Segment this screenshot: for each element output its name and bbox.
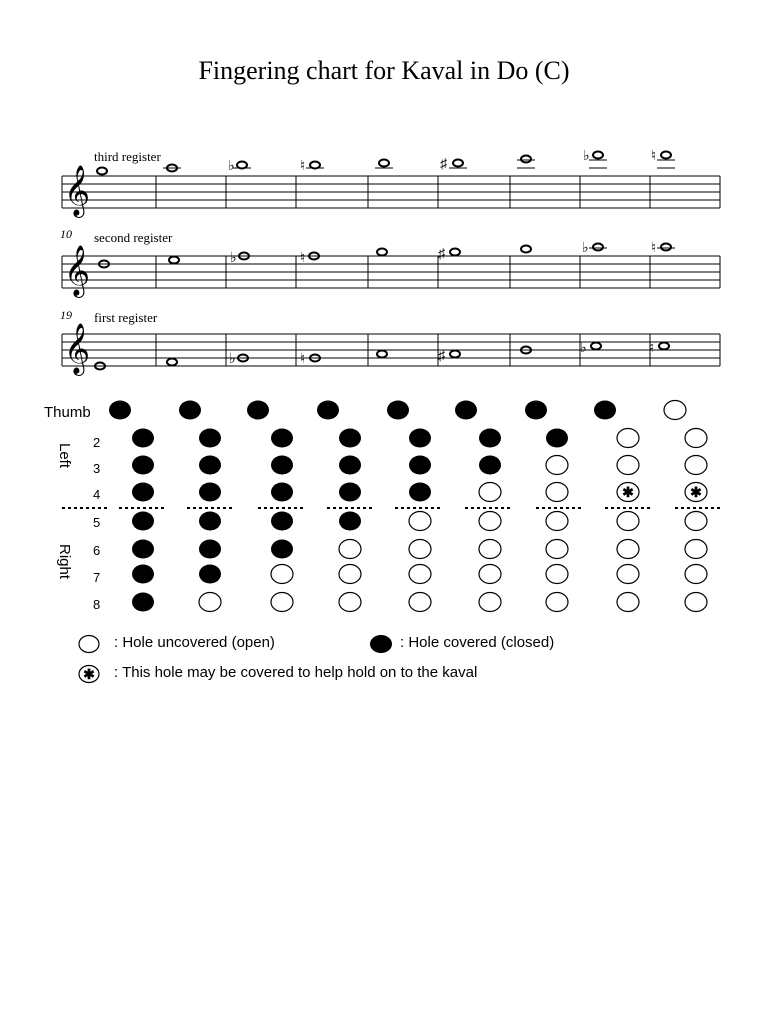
thumb-closed-note-2 xyxy=(179,401,201,420)
fingering-holes xyxy=(109,401,707,612)
hole-2-open-note-9 xyxy=(685,429,707,448)
hole-4-closed-note-4 xyxy=(339,483,361,502)
staff-second-register xyxy=(60,227,720,298)
hole-number-2: 2 xyxy=(93,435,101,450)
hole-3-closed-note-4 xyxy=(339,456,361,475)
hole-2-closed-note-1 xyxy=(132,429,154,448)
legend-open: : Hole uncovered (open) xyxy=(114,634,275,651)
hole-6-open-note-7 xyxy=(546,540,568,559)
sharp-icon: ♯ xyxy=(438,349,445,364)
natural-icon: ♮ xyxy=(649,341,655,356)
hole-number-3: 3 xyxy=(93,461,101,476)
legend-closed: : Hole covered (closed) xyxy=(400,634,555,651)
treble-clef-icon: 𝄞 xyxy=(64,166,91,215)
sharp-icon: ♯ xyxy=(440,157,447,172)
natural-icon: ♮ xyxy=(651,149,657,164)
hole-2-open-note-8 xyxy=(617,429,639,448)
hole-number-5: 5 xyxy=(93,515,101,530)
hole-3-closed-note-6 xyxy=(479,456,501,475)
hole-6-open-note-4 xyxy=(339,540,361,559)
hole-2-closed-note-6 xyxy=(479,429,501,448)
hole-8-open-note-9 xyxy=(685,593,707,612)
register-label: second register xyxy=(94,230,173,245)
flat-icon: ♭ xyxy=(229,352,236,367)
hole-8-open-note-4 xyxy=(339,593,361,612)
hole-5-closed-note-1 xyxy=(132,512,154,531)
asterisk-icon: ✱ xyxy=(622,484,634,500)
hole-2-closed-note-7 xyxy=(546,429,568,448)
hole-2-closed-note-5 xyxy=(409,429,431,448)
hole-8-closed-note-1 xyxy=(132,593,154,612)
hole-7-open-note-7 xyxy=(546,565,568,584)
hole-8-open-note-6 xyxy=(479,593,501,612)
hole-number-7: 7 xyxy=(93,570,101,585)
hole-4-closed-note-1 xyxy=(132,483,154,502)
hole-3-open-note-7 xyxy=(546,456,568,475)
flat-icon: ♭ xyxy=(580,341,587,356)
hole-6-open-note-9 xyxy=(685,540,707,559)
flat-icon: ♭ xyxy=(582,241,589,256)
thumb-closed-note-6 xyxy=(455,401,477,420)
hole-3-closed-note-1 xyxy=(132,456,154,475)
hole-4-open-note-7 xyxy=(546,483,568,502)
flat-icon: ♭ xyxy=(228,159,235,174)
treble-clef-icon: 𝄞 xyxy=(64,246,91,295)
hole-number-8: 8 xyxy=(93,597,101,612)
natural-icon: ♮ xyxy=(300,352,306,367)
hole-8-open-note-7 xyxy=(546,593,568,612)
hole-4-closed-note-5 xyxy=(409,483,431,502)
hole-7-open-note-9 xyxy=(685,565,707,584)
hole-4-closed-note-2 xyxy=(199,483,221,502)
hole-5-open-note-9 xyxy=(685,512,707,531)
hole-6-closed-note-2 xyxy=(199,540,221,559)
flat-icon: ♭ xyxy=(583,149,590,164)
hole-6-closed-note-1 xyxy=(132,540,154,559)
hole-7-open-note-4 xyxy=(339,565,361,584)
register-label: first register xyxy=(94,310,158,325)
asterisk-icon: ✱ xyxy=(690,484,702,500)
hole-8-open-note-8 xyxy=(617,593,639,612)
closed-hole-icon xyxy=(370,635,392,653)
register-label: third register xyxy=(94,149,161,164)
hole-8-open-note-5 xyxy=(409,593,431,612)
hole-number-6: 6 xyxy=(93,543,101,558)
thumb-closed-note-3 xyxy=(247,401,269,420)
hole-8-open-note-3 xyxy=(271,593,293,612)
flat-icon: ♭ xyxy=(230,251,237,266)
treble-clef-icon: 𝄞 xyxy=(64,324,91,373)
hole-4-open-note-6 xyxy=(479,483,501,502)
hole-5-closed-note-2 xyxy=(199,512,221,531)
measure-number: 10 xyxy=(60,227,72,241)
right-hand-label: Right xyxy=(56,544,73,580)
hole-6-open-note-8 xyxy=(617,540,639,559)
asterisk-icon: ✱ xyxy=(83,666,95,682)
hole-3-closed-note-3 xyxy=(271,456,293,475)
hole-7-closed-note-2 xyxy=(199,565,221,584)
hole-3-open-note-8 xyxy=(617,456,639,475)
legend-optional: : This hole may be covered to help hold on to the kaval xyxy=(114,664,478,681)
hole-5-open-note-6 xyxy=(479,512,501,531)
hole-number-4: 4 xyxy=(93,487,101,502)
measure-number: 19 xyxy=(60,308,72,322)
hole-8-open-note-2 xyxy=(199,593,221,612)
hole-3-closed-note-5 xyxy=(409,456,431,475)
hole-5-closed-note-3 xyxy=(271,512,293,531)
thumb-closed-note-8 xyxy=(594,401,616,420)
thumb-closed-note-4 xyxy=(317,401,339,420)
hole-5-open-note-7 xyxy=(546,512,568,531)
hole-7-open-note-3 xyxy=(271,565,293,584)
hole-6-open-note-5 xyxy=(409,540,431,559)
hole-5-open-note-8 xyxy=(617,512,639,531)
hole-2-closed-note-4 xyxy=(339,429,361,448)
natural-icon: ♮ xyxy=(300,159,306,174)
hole-7-open-note-8 xyxy=(617,565,639,584)
hole-6-closed-note-3 xyxy=(271,540,293,559)
hole-2-closed-note-2 xyxy=(199,429,221,448)
staff-first-register xyxy=(60,308,720,376)
hole-2-closed-note-3 xyxy=(271,429,293,448)
left-hand-label: Left xyxy=(56,443,73,469)
staff-third-register xyxy=(62,149,720,218)
hole-7-closed-note-1 xyxy=(132,565,154,584)
open-hole-icon xyxy=(79,636,99,653)
hole-4-closed-note-3 xyxy=(271,483,293,502)
thumb-closed-note-7 xyxy=(525,401,547,420)
page-title: Fingering chart for Kaval in Do (C) xyxy=(198,56,570,85)
hole-6-open-note-6 xyxy=(479,540,501,559)
hole-3-open-note-9 xyxy=(685,456,707,475)
hole-5-closed-note-4 xyxy=(339,512,361,531)
hole-7-open-note-5 xyxy=(409,565,431,584)
thumb-open-note-9 xyxy=(664,401,686,420)
natural-icon: ♮ xyxy=(300,251,306,266)
sharp-icon: ♯ xyxy=(438,247,445,262)
hole-5-open-note-5 xyxy=(409,512,431,531)
hole-labels xyxy=(44,404,100,612)
thumb-closed-note-5 xyxy=(387,401,409,420)
hole-7-open-note-6 xyxy=(479,565,501,584)
thumb-label: Thumb xyxy=(44,404,91,421)
natural-icon: ♮ xyxy=(651,241,657,256)
thumb-closed-note-1 xyxy=(109,401,131,420)
hole-3-closed-note-2 xyxy=(199,456,221,475)
